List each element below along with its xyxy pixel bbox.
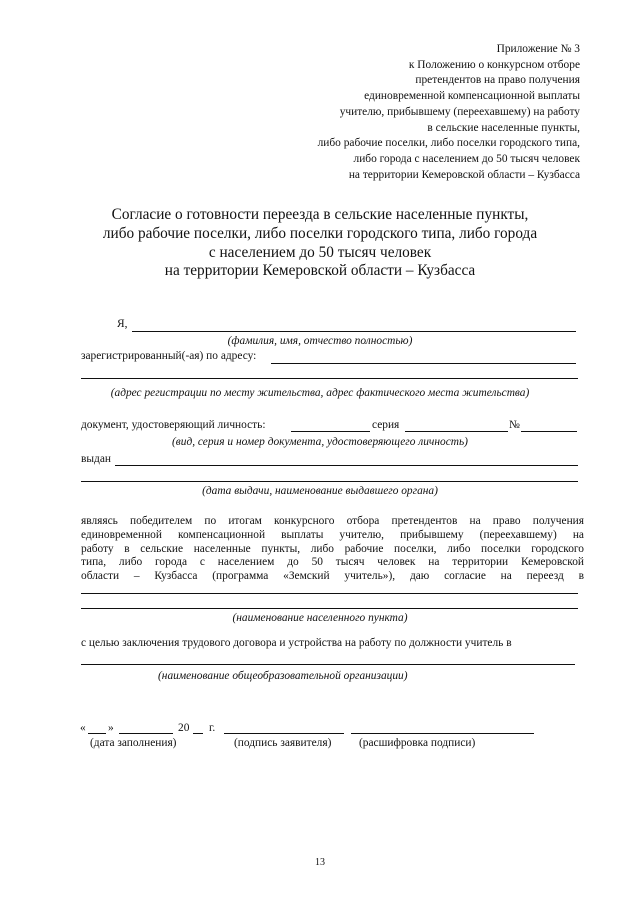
header-line: на территории Кемеровской области – Кузбасса	[348, 168, 580, 181]
fio-field[interactable]	[132, 331, 576, 332]
header-line: к Положению о конкурсном отборе	[408, 58, 580, 71]
date-close-quote: »	[108, 722, 114, 734]
issued-label: выдан	[81, 453, 111, 465]
number-field[interactable]	[521, 431, 577, 432]
signature-field[interactable]	[224, 733, 344, 734]
paragraph-line: области – Кузбасса (программа «Земский учитель»), даю согласие на переезд в	[81, 570, 584, 583]
fio-hint: (фамилия, имя, отчество полностью)	[227, 335, 413, 347]
paragraph-line: типа, либо города с населением до 50 тысяч человек на территории Кемеровской	[81, 556, 584, 569]
address-field-1[interactable]	[271, 363, 576, 364]
ya-label: Я,	[117, 318, 128, 330]
decode-field[interactable]	[351, 733, 534, 734]
month-field[interactable]	[119, 733, 173, 734]
settlement-field-1[interactable]	[81, 593, 578, 594]
date-open-quote: «	[80, 722, 86, 734]
address-field-2[interactable]	[81, 378, 578, 379]
issued-field-1[interactable]	[115, 465, 578, 466]
header-line: Приложение № 3	[496, 43, 580, 55]
issued-hint: (дата выдачи, наименование выдавшего органа)	[202, 485, 438, 497]
signature-caption: (подпись заявителя)	[234, 737, 332, 749]
year-field[interactable]	[193, 733, 203, 734]
decode-caption: (расшифровка подписи)	[359, 737, 476, 749]
series-label: серия	[372, 419, 400, 431]
header-line: претендентов на право получения	[415, 74, 580, 87]
settlement-hint: (наименование населенного пункта)	[232, 612, 408, 624]
title-line: либо рабочие поселки, либо поселки городского типа, либо города	[102, 224, 538, 242]
series-field[interactable]	[405, 431, 508, 432]
paragraph-line: являясь победителем по итогам конкурсного отбора претендентов на право получения	[81, 515, 584, 527]
year-suffix: г.	[209, 722, 216, 734]
header-line: учителю, прибывшему (переехавшему) на работу	[339, 105, 580, 118]
header-line: либо города с населением до 50 тысяч человек	[353, 152, 580, 165]
title-line: Согласие о готовности переезда в сельские населенные пункты,	[111, 206, 529, 223]
paragraph-line: единовременной компенсационной выплаты учителю, прибывшему (переехавшему) на	[81, 528, 584, 541]
organization-field[interactable]	[81, 664, 575, 665]
registered-label: зарегистрированный(-ая) по адресу:	[81, 350, 257, 362]
consent-paragraph	[81, 515, 584, 584]
address-hint: (адрес регистрации по месту жительства, адрес фактического места жительства)	[110, 387, 530, 399]
header-line: в сельские населенные пункты,	[427, 121, 580, 134]
appendix-header	[318, 42, 580, 183]
date-caption: (дата заполнения)	[90, 737, 177, 749]
year-prefix: 20	[178, 722, 190, 734]
document-label: документ, удостоверяющий личность:	[81, 419, 266, 431]
issued-field-2[interactable]	[81, 481, 578, 482]
title-line: на территории Кемеровской области – Кузбасса	[164, 262, 476, 280]
employment-text: с целью заключения трудового договора и устройства на работу по должности учитель в	[81, 637, 512, 649]
document-hint: (вид, серия и номер документа, удостоверяющего личность)	[172, 436, 468, 448]
settlement-field-2[interactable]	[81, 608, 578, 609]
organization-hint: (наименование общеобразовательной организации)	[158, 670, 408, 682]
page-number: 13	[315, 857, 325, 868]
header-line: либо рабочие поселки, либо поселки городского типа,	[317, 137, 580, 150]
document-title	[0, 206, 640, 281]
number-label: №	[509, 419, 520, 431]
header-line: единовременной компенсационной выплаты	[364, 90, 580, 103]
day-field[interactable]	[88, 733, 106, 734]
document-type-field[interactable]	[291, 431, 370, 432]
paragraph-line: работу в сельские населенные пункты, либо рабочие поселки, либо поселки городского	[81, 542, 584, 555]
title-line: с населением до 50 тысяч человек	[208, 243, 432, 261]
